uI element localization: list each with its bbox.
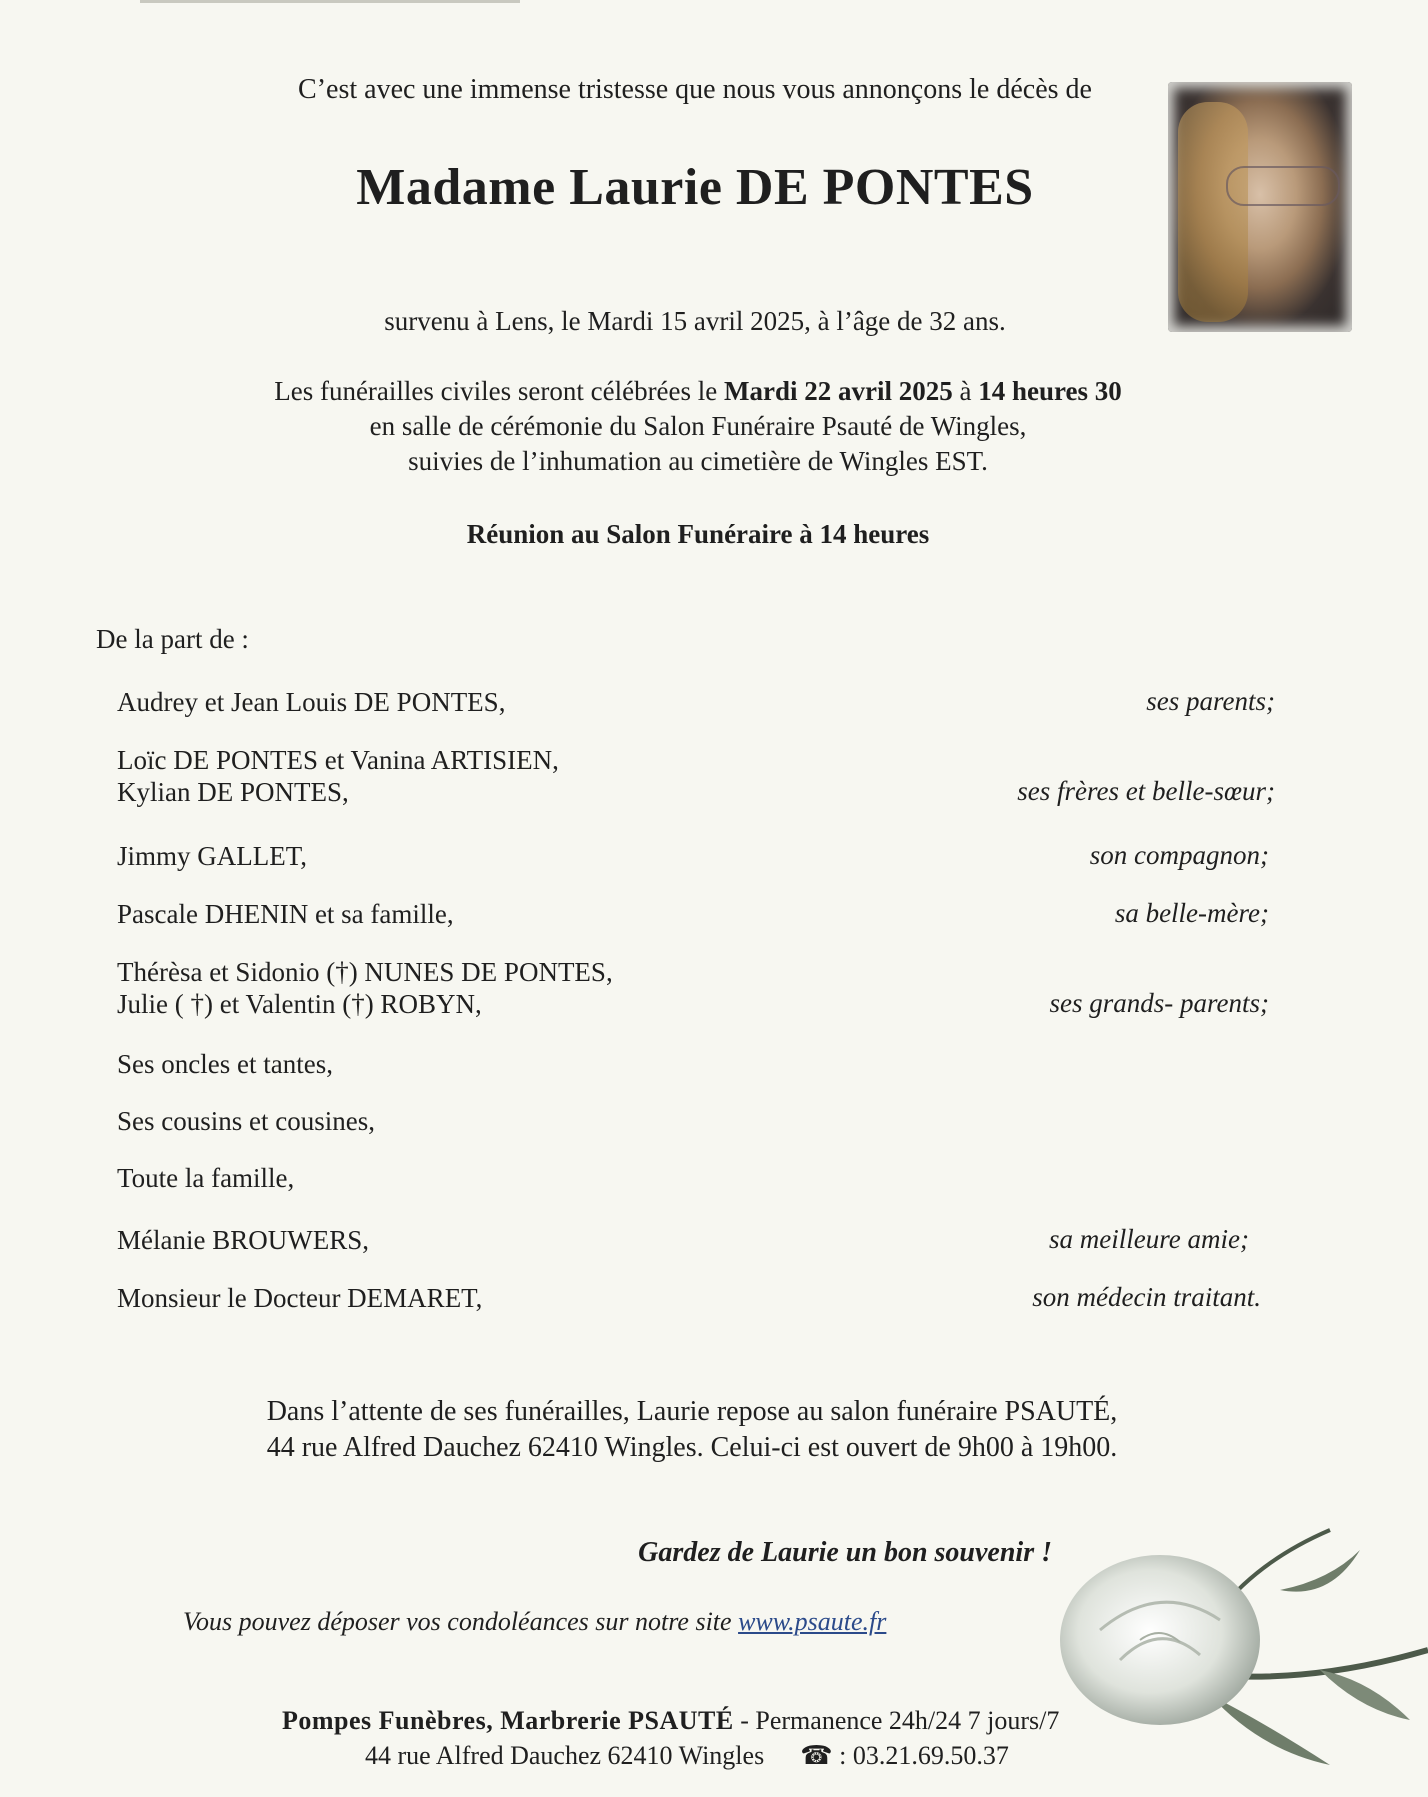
resting-notice — [0, 1394, 1384, 1466]
condolences-label: Vous pouvez déposer vos condoléances sur notre site — [183, 1607, 739, 1636]
family-name-line: Loïc DE PONTES et Vanina ARTISIEN, — [117, 745, 559, 775]
condolences-text — [183, 1607, 886, 1637]
resting-line-2: 44 rue Alfred Dauchez 62410 Wingles. Celui-ci est ouvert de 9h00 à 19h00. — [266, 1432, 1118, 1463]
family-relation: ses parents; — [1146, 686, 1275, 716]
funeral-line-1 — [0, 374, 1396, 409]
portrait-photo — [1168, 82, 1352, 332]
phone-icon: ☎ — [800, 1741, 833, 1770]
farewell-message: Gardez de Laurie un bon souvenir ! — [638, 1537, 1052, 1568]
white-rose-image — [1030, 1520, 1428, 1780]
funeral-line-2: en salle de cérémonie du Salon Funéraire Psauté de Wingles, — [369, 411, 1027, 441]
funeral-time: 14 heures 30 — [978, 376, 1122, 406]
family-name-line: Monsieur le Docteur DEMARET, — [117, 1283, 483, 1313]
family-names — [117, 840, 307, 872]
funeral-line-3: suivies de l’inhumation au cimetière de Wingles EST. — [408, 446, 988, 476]
intro-text: C’est avec une immense tristesse que nous vous annonçons le décès de — [298, 74, 1092, 105]
family-name-line: Kylian DE PONTES, — [117, 777, 349, 807]
family-relation: sa meilleure amie; — [1049, 1224, 1249, 1254]
family-name-line: Julie ( †) et Valentin (†) ROBYN, — [117, 989, 482, 1019]
funeral-details — [0, 374, 1396, 479]
family-name-line: Jimmy GALLET, — [117, 841, 307, 871]
family-name-line: Thérèsa et Sidonio (†) NUNES DE PONTES, — [117, 957, 613, 987]
family-names — [117, 1224, 369, 1256]
family-relation: ses frères et belle-sœur; — [1017, 776, 1275, 806]
family-names — [117, 1282, 482, 1314]
funeral-date: Mardi 22 avril 2025 — [724, 376, 953, 406]
footer-company-line — [282, 1706, 1059, 1736]
death-details: survenu à Lens, le Mardi 15 avril 2025, à l’âge de 32 ans. — [384, 306, 1006, 336]
part-label: De la part de : — [96, 624, 249, 654]
family-name-line: Pascale DHENIN et sa famille, — [117, 899, 454, 929]
family-names — [117, 1162, 294, 1194]
family-relation: ses grands- parents; — [1049, 988, 1269, 1018]
deceased-name: Madame Laurie DE PONTES — [356, 159, 1034, 216]
footer-company: Pompes Funèbres, Marbrerie PSAUTÉ — [282, 1706, 734, 1735]
website-link[interactable]: www.psaute.fr — [738, 1607, 887, 1636]
family-name-line: Audrey et Jean Louis DE PONTES, — [117, 687, 506, 717]
footer-address-line — [365, 1741, 1009, 1771]
family-name-line: Toute la famille, — [117, 1163, 295, 1193]
family-names — [117, 1105, 375, 1137]
funeral-middle: à — [952, 376, 979, 406]
portrait-hair — [1178, 102, 1248, 322]
family-names — [117, 956, 613, 1020]
family-relation: son médecin traitant. — [1032, 1282, 1261, 1312]
resting-line-1: Dans l’attente de ses funérailles, Laurie repose au salon funéraire PSAUTÉ, — [266, 1396, 1118, 1427]
family-names — [117, 1048, 333, 1080]
family-relation: son compagnon; — [1089, 840, 1269, 870]
footer-phone: : 03.21.69.50.37 — [832, 1741, 1009, 1770]
funeral-prefix: Les funérailles civiles seront célébrées le — [274, 376, 725, 406]
scan-edge-line — [140, 0, 520, 3]
footer-address: 44 rue Alfred Dauchez 62410 Wingles — [365, 1741, 765, 1770]
family-name-line: Mélanie BROUWERS, — [117, 1225, 369, 1255]
reunion-notice: Réunion au Salon Funéraire à 14 heures — [466, 519, 930, 549]
family-names — [117, 898, 454, 930]
portrait-glasses — [1226, 166, 1340, 206]
family-name-line: Ses cousins et cousines, — [117, 1106, 375, 1136]
family-relation: sa belle-mère; — [1114, 898, 1269, 928]
family-names — [117, 744, 559, 808]
footer-permanence: - Permanence 24h/24 7 jours/7 — [733, 1706, 1060, 1735]
family-names — [117, 686, 505, 718]
family-name-line: Ses oncles et tantes, — [117, 1049, 333, 1079]
